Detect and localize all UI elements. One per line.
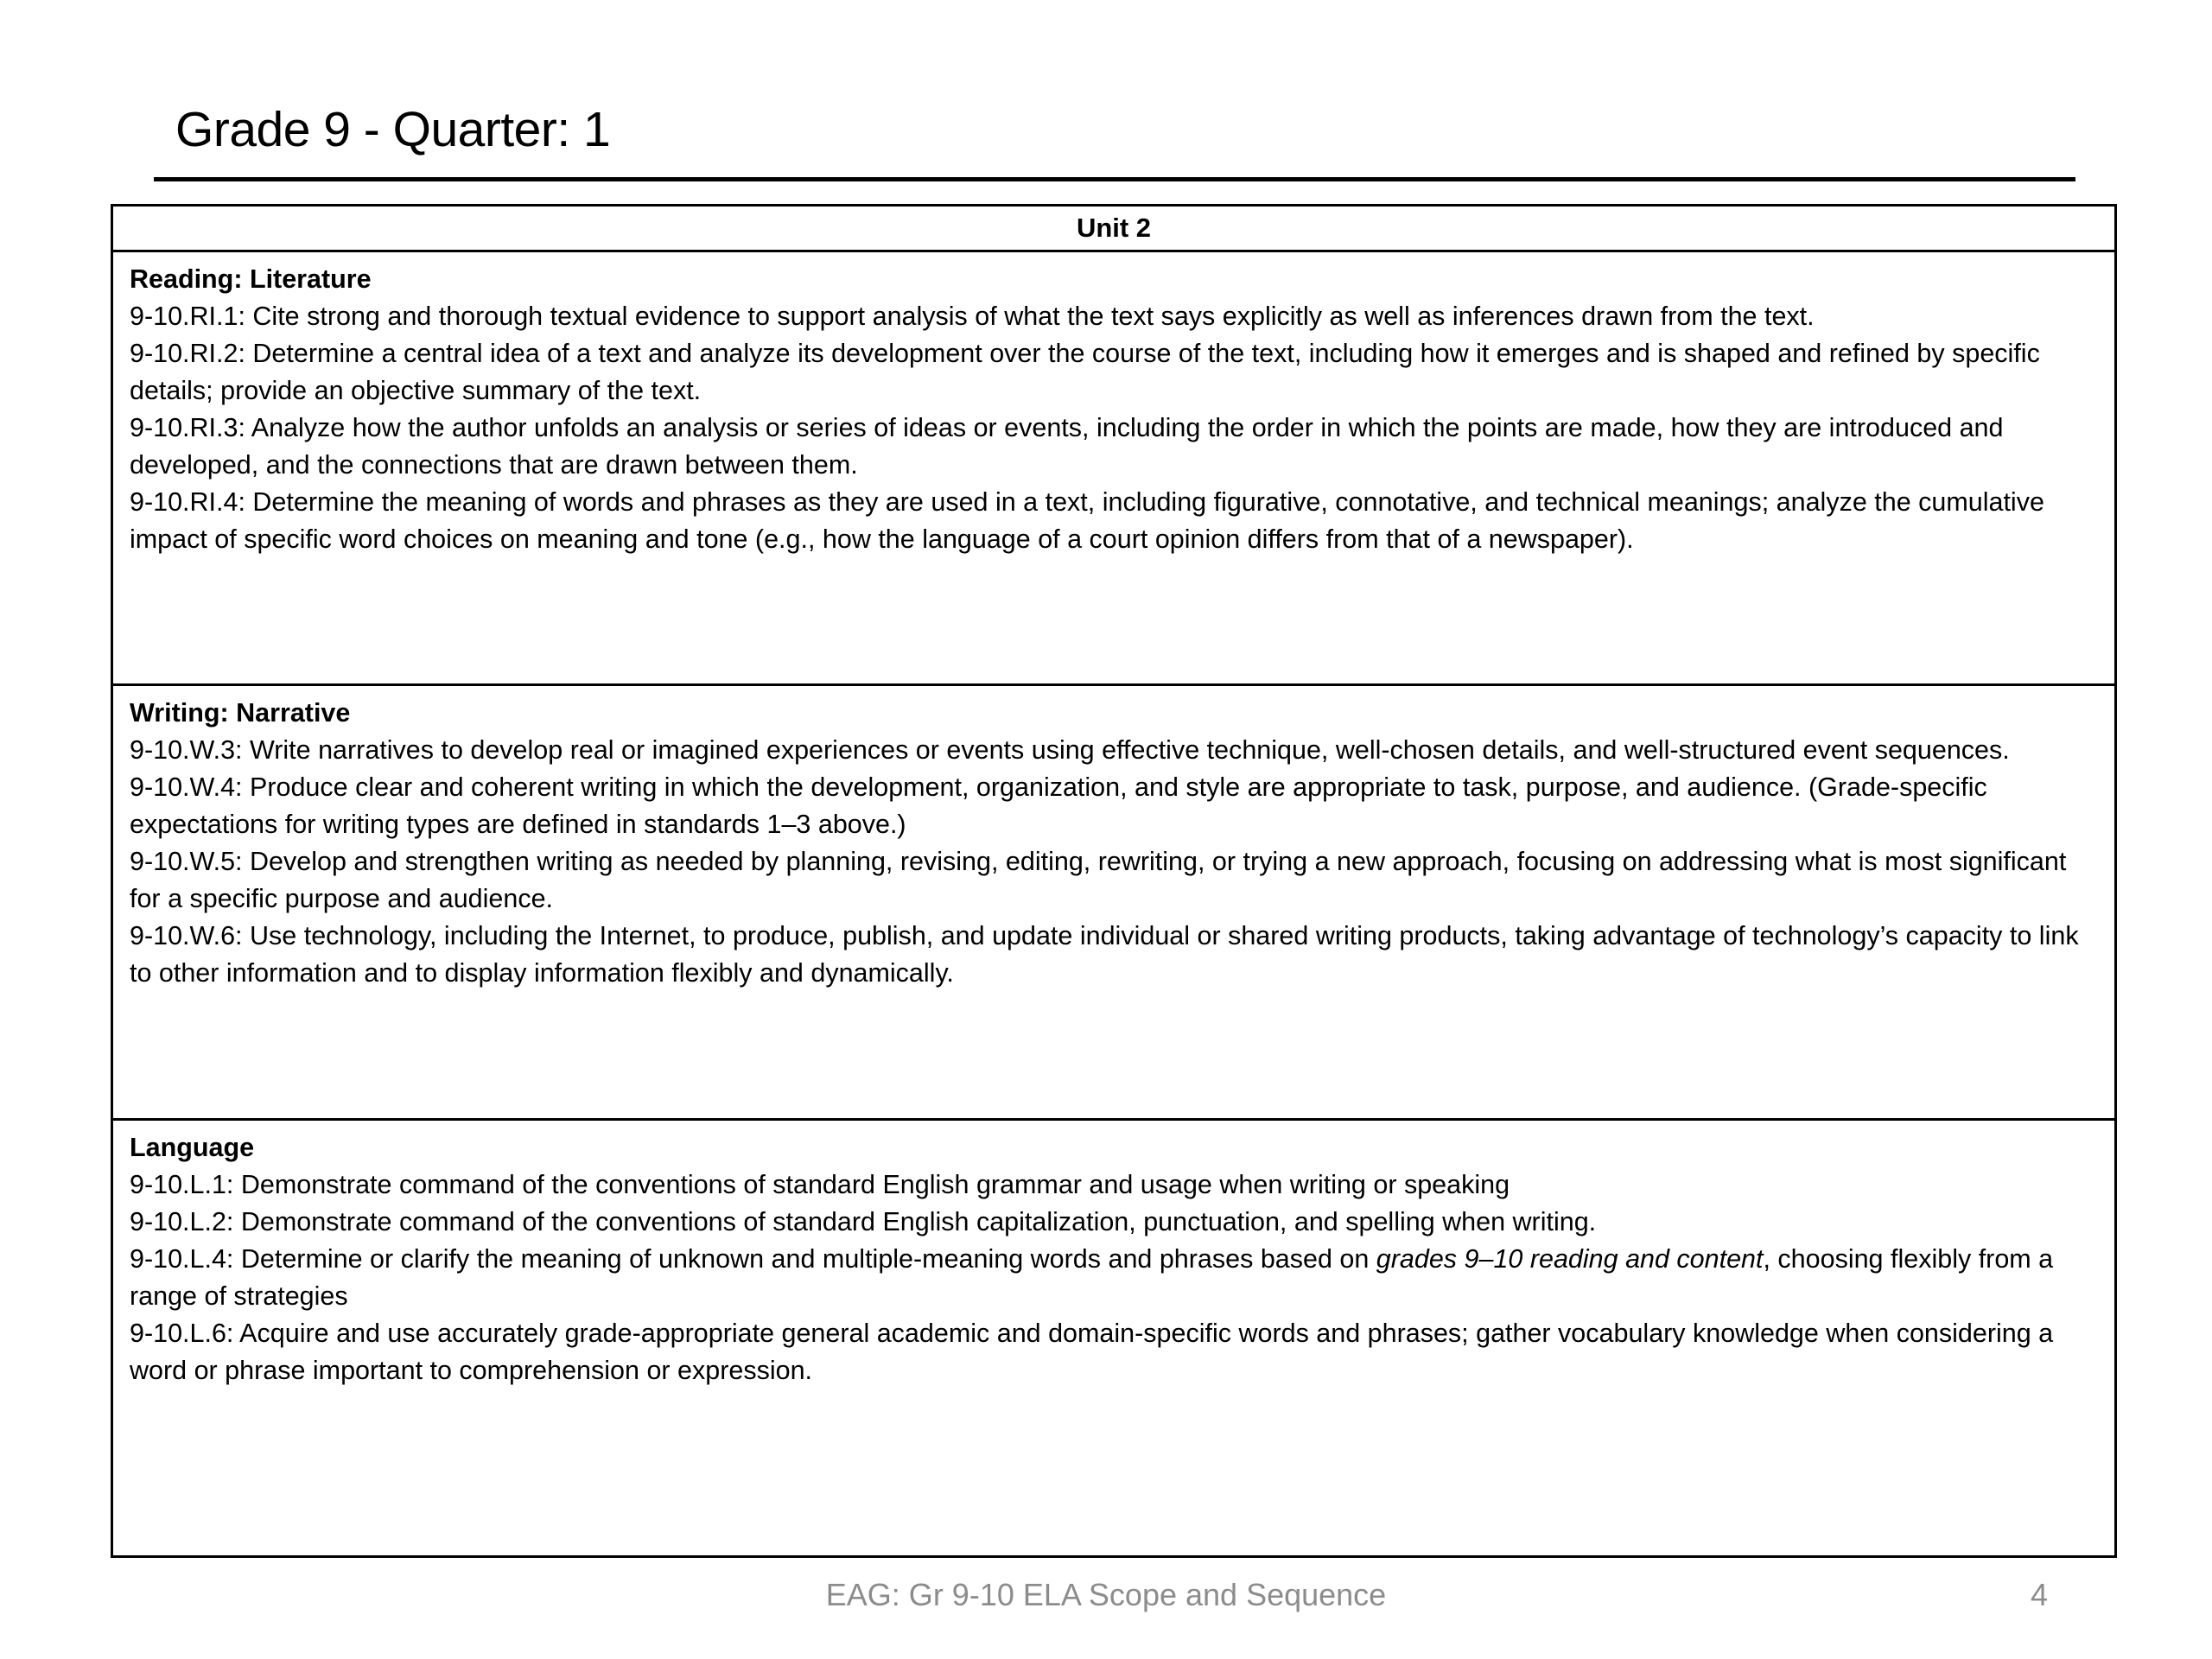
- standard-w-3: 9-10.W.3: Write narratives to develop real or imagined experiences or events using effective technique, well-chosen details, and well-structured event sequences.: [130, 735, 2010, 765]
- standard-l-4-text-end: , choosing flexibly from a range of strategies: [130, 1244, 2054, 1311]
- section-heading: Reading: Literature: [130, 264, 372, 294]
- unit-table: [111, 204, 2117, 1558]
- standard-ri-1: 9-10.RI.1: Cite strong and thorough textual evidence to support analysis of what the text says explicitly as well as inferences drawn from the text.: [130, 302, 1815, 331]
- page-title: Grade 9 - Quarter: 1: [175, 102, 611, 157]
- standard-ri-2: 9-10.RI.2: Determine a central idea of a text and analyze its development over the course of the text, including how it emerges and is shaped and refined by specific details; provide an objective summary of the text.: [130, 339, 2040, 405]
- section-writing-narrative: [113, 686, 2114, 1121]
- section-language: [113, 1121, 2114, 1555]
- standard-w-6: 9-10.W.6: Use technology, including the Internet, to produce, publish, and update individual or shared writing products, taking advantage of technology’s capacity to link to other information and to display information flexibly and dynamically.: [130, 921, 2079, 988]
- standard-l-4: [130, 1241, 2098, 1315]
- section-heading: Writing: Narrative: [130, 698, 351, 728]
- standard-l-6: 9-10.L.6: Acquire and use accurately grade-appropriate general academic and domain-specific words and phrases; gather vocabulary knowledge when considering a word or phrase important to comprehension or expression.: [130, 1319, 2054, 1385]
- section-heading: Language: [130, 1133, 255, 1162]
- standard-ri-3: 9-10.RI.3: Analyze how the author unfolds an analysis or series of ideas or events, including the order in which the points are made, how they are introduced and developed, and the connections that are drawn between them.: [130, 413, 2004, 480]
- page-number: 4: [2030, 1577, 2049, 1612]
- standard-w-4: 9-10.W.4: Produce clear and coherent writing in which the development, organization, and style are appropriate to task, purpose, and audience. (Grade-specific expectations for writing types are defined in standards 1–3 above.): [130, 772, 1987, 839]
- standard-l-2: 9-10.L.2: Demonstrate command of the conventions of standard English capitalization, punctuation, and spelling when writing.: [130, 1207, 1597, 1236]
- standard-w-5: 9-10.W.5: Develop and strengthen writing as needed by planning, revising, editing, rewriting, or trying a new approach, focusing on addressing what is most significant for a specific purpose and audience.: [130, 847, 2067, 913]
- section-reading-literature: [113, 252, 2114, 686]
- standard-l-1: 9-10.L.1: Demonstrate command of the conventions of standard English grammar and usage when writing or speaking: [130, 1170, 1510, 1199]
- standard-l-4-text: 9-10.L.4: Determine or clarify the meaning of unknown and multiple-meaning words and phrases based on: [130, 1244, 1376, 1274]
- unit-header: Unit 2: [113, 207, 2114, 252]
- standard-l-4-italic: grades 9–10 reading and content: [1376, 1244, 1764, 1274]
- title-divider: [154, 177, 2075, 181]
- footer-text: EAG: Gr 9-10 ELA Scope and Sequence: [825, 1577, 1387, 1612]
- standard-ri-4: 9-10.RI.4: Determine the meaning of words and phrases as they are used in a text, including figurative, connotative, and technical meanings; analyze the cumulative impact of specific word choices on meaning and tone (e.g., how the language of a court opinion differs from that of a newspaper).: [130, 487, 2044, 554]
